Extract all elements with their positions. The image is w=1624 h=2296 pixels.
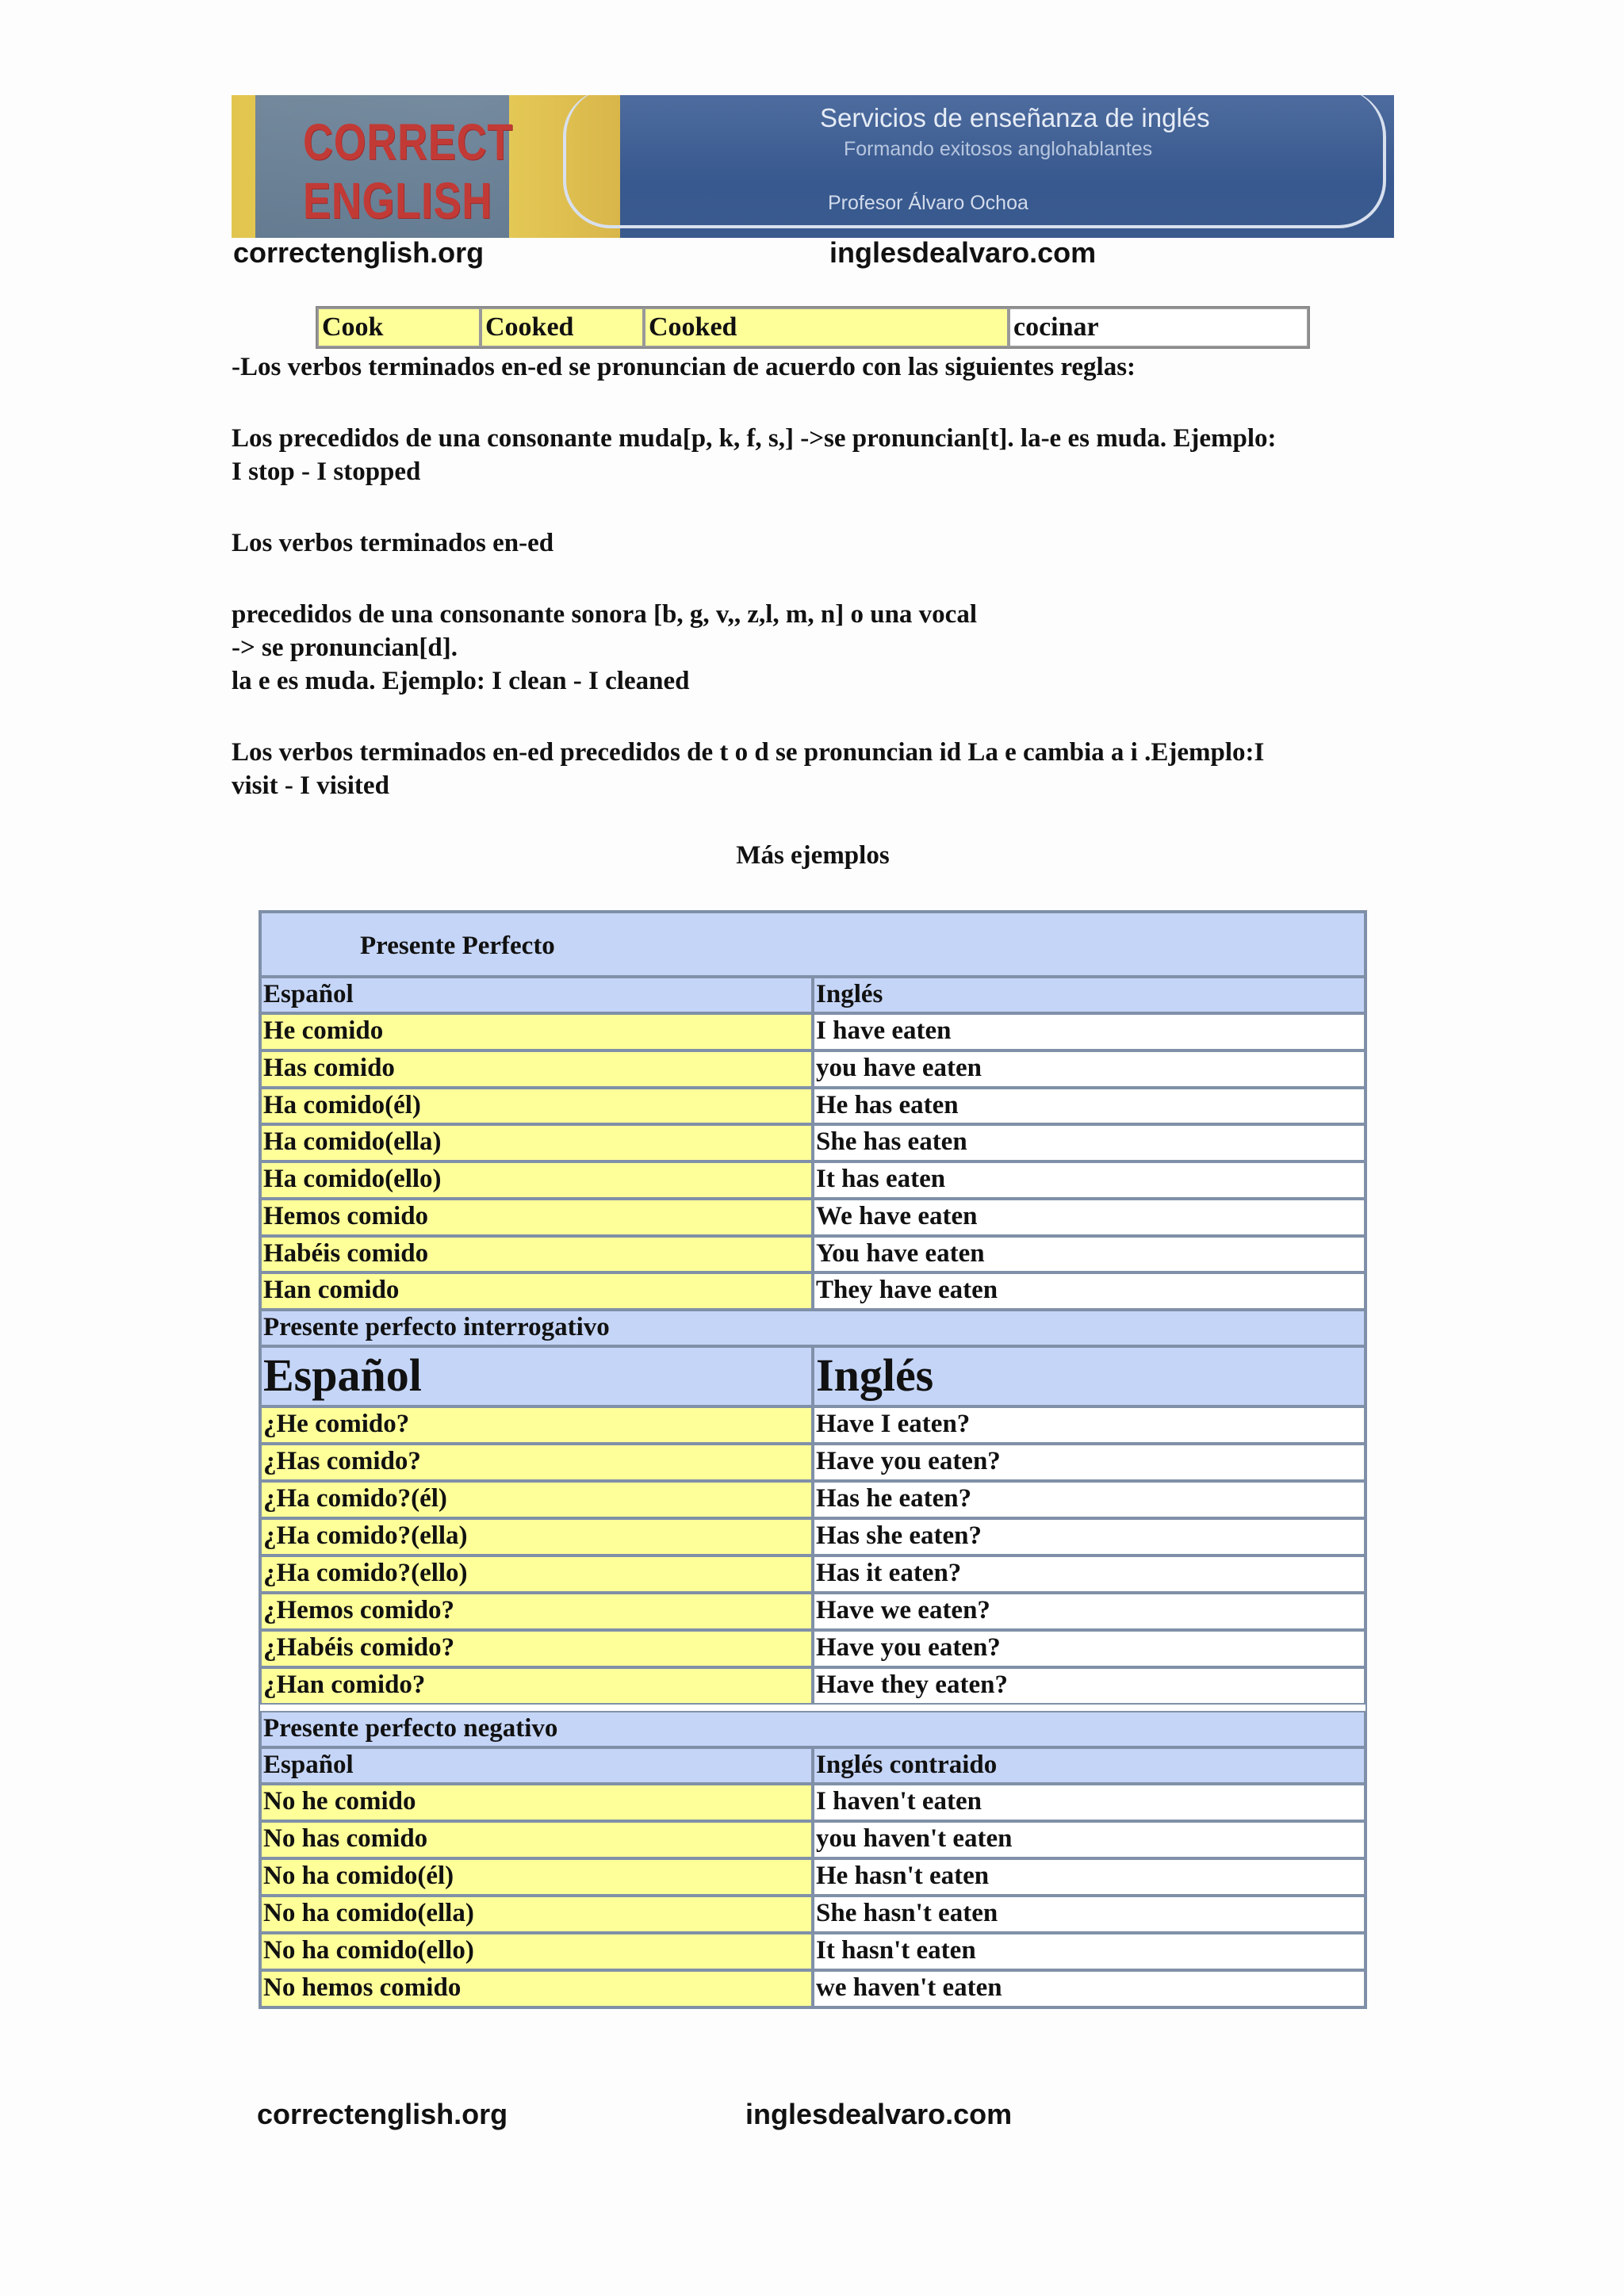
footer-site-2[interactable]: inglesdealvaro.com [745,2098,1013,2130]
cell-english: Has she eaten? [813,1518,1365,1556]
cell-english: Has he eaten? [813,1481,1365,1518]
column-header-english: Inglés [813,977,1365,1013]
cell-spanish: ¿He comido? [260,1406,813,1444]
header-banner [232,95,1394,238]
table-row [260,1667,1365,1705]
header-site-2[interactable]: inglesdealvaro.com [829,236,1097,269]
table-row [260,1970,1365,2007]
cell-spanish: ¿Ha comido?(ella) [260,1518,813,1556]
cell-english: We have eaten [813,1199,1365,1236]
cell-english: we haven't eaten [813,1970,1365,2007]
cell-english: I have eaten [813,1013,1365,1050]
cell-spanish: Han comido [260,1272,813,1310]
cell-spanish: Has comido [260,1050,813,1088]
table-title: Presente Perfecto [260,912,1365,977]
table-row [260,1161,1365,1199]
table-row [260,1481,1365,1518]
cell-spanish: Ha comido(ello) [260,1161,813,1199]
logo [303,113,518,230]
table-row [260,1784,1365,1821]
cell-spanish: No ha comido(él) [260,1858,813,1896]
paragraph-rule-id: Los verbos terminados en-ed precedidos de t o d se pronuncian id La e cambia a i .Ejemplo:I [232,738,1265,767]
cell-english: She hasn't eaten [813,1896,1365,1933]
column-header-spanish: Español [260,977,813,1013]
cell-english: Have you eaten? [813,1444,1365,1481]
cell-spanish: ¿Han comido? [260,1667,813,1705]
cell-english: I haven't eaten [813,1784,1365,1821]
cell-spanish: ¿Ha comido?(él) [260,1481,813,1518]
cell-english: It has eaten [813,1161,1365,1199]
section-title-negative: Presente perfecto negativo [260,1711,1365,1747]
cell-english: Have you eaten? [813,1630,1365,1667]
table-header-row [260,977,1365,1013]
cell-spanish: No hemos comido [260,1970,813,2007]
paragraph-rule-d-sound: -> se pronuncian[d]. [232,633,458,662]
cell-english: They have eaten [813,1272,1365,1310]
table-row [260,1124,1365,1161]
column-header-spanish: Español [260,1747,813,1784]
table-title-row [260,912,1365,977]
table-row [260,1518,1365,1556]
paragraph-rule-d-example: la e es muda. Ejemplo: I clean - I cleaned [232,667,690,695]
cell-english: He has eaten [813,1088,1365,1125]
table-header-row [260,1747,1365,1784]
footer-site-1[interactable]: correctenglish.org [257,2098,508,2130]
section-title-interrogative: Presente perfecto interrogativo [260,1310,1365,1346]
cell-english: She has eaten [813,1124,1365,1161]
paragraph-rule-id-example: visit - I visited [232,771,389,800]
banner-title: Servicios de enseñanza de inglés [820,103,1210,132]
conjugation-table [259,910,1367,2009]
logo-line-1: CORRECT [303,113,514,170]
table-row [260,1593,1365,1630]
table-row [260,1272,1365,1310]
column-header-spanish: Español [260,1346,813,1406]
paragraph-rule-d-intro: Los verbos terminados en-ed [232,529,554,557]
cell-spanish: No ha comido(ella) [260,1896,813,1933]
table-row [260,1896,1365,1933]
table-row [260,1088,1365,1125]
verb-translation: cocinar [1009,308,1308,347]
paragraph-rule-t: Los precedidos de una consonante muda[p, k, f, s,] ->se pronuncian[t]. la-e es muda. Ejemplo: [232,424,1277,453]
header-site-1[interactable]: correctenglish.org [233,236,485,269]
column-header-english-contracted: Inglés contraido [813,1747,1365,1784]
banner-subtitle: Formando exitosos anglohablantes [844,138,1153,160]
cell-spanish: Habéis comido [260,1236,813,1273]
cell-spanish: Ha comido(él) [260,1088,813,1125]
verb-table [316,306,1310,349]
table-row [260,1199,1365,1236]
table-row [260,1630,1365,1667]
cell-spanish: No ha comido(ello) [260,1933,813,1970]
cell-spanish: He comido [260,1013,813,1050]
paragraph-rule-t-example: I stop - I stopped [232,457,421,486]
paragraph-intro: -Los verbos terminados en-ed se pronuncian de acuerdo con las siguientes reglas: [232,353,1136,381]
cell-spanish: No has comido [260,1821,813,1858]
cell-english: Have we eaten? [813,1593,1365,1630]
banner-professor: Profesor Álvaro Ochoa [828,192,1028,214]
table-header-row [260,1346,1365,1406]
cell-english: Have I eaten? [813,1406,1365,1444]
cell-spanish: ¿Habéis comido? [260,1630,813,1667]
cell-spanish: Hemos comido [260,1199,813,1236]
cell-spanish: No he comido [260,1784,813,1821]
cell-english: you haven't eaten [813,1821,1365,1858]
table-row [260,1013,1365,1050]
section-title-row [260,1711,1365,1747]
cell-english: You have eaten [813,1236,1365,1273]
table-row [260,1050,1365,1088]
table-row [260,1556,1365,1593]
cell-spanish: ¿Has comido? [260,1444,813,1481]
cell-spanish: ¿Hemos comido? [260,1593,813,1630]
more-examples-heading: Más ejemplos [736,841,890,870]
table-row [260,1236,1365,1273]
cell-english: He hasn't eaten [813,1858,1365,1896]
table-row [260,1858,1365,1896]
table-row [260,1933,1365,1970]
logo-line-2: ENGLISH [303,172,493,229]
table-row [260,1821,1365,1858]
table-row [260,1406,1365,1444]
verb-past: Cooked [481,308,644,347]
section-title-row [260,1310,1365,1346]
cell-spanish: Ha comido(ella) [260,1124,813,1161]
cell-english: Has it eaten? [813,1556,1365,1593]
cell-spanish: ¿Ha comido?(ello) [260,1556,813,1593]
table-row [260,1444,1365,1481]
cell-english: you have eaten [813,1050,1365,1088]
cell-english: Have they eaten? [813,1667,1365,1705]
verb-base: Cook [317,308,481,347]
cell-english: It hasn't eaten [813,1933,1365,1970]
verb-participle: Cooked [644,308,1009,347]
column-header-english: Inglés [813,1346,1365,1406]
paragraph-rule-d: precedidos de una consonante sonora [b, g, v,, z,l, m, n] o una vocal [232,600,977,629]
